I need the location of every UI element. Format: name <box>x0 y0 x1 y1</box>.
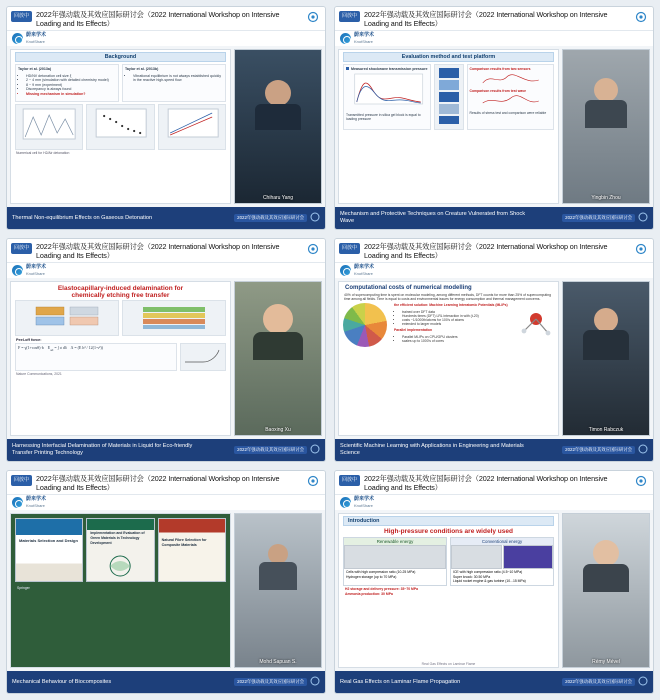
knotshare-logo-icon <box>12 33 23 44</box>
speaker-video-5[interactable] <box>234 513 322 668</box>
figure-caption-left: Numerical cell for H2/Air detonation <box>16 150 70 155</box>
speaker-video-3[interactable] <box>234 281 322 436</box>
footer-brand-icon-1 <box>310 209 320 227</box>
slide-lead-4: 40% of supercomputing time is spent on molecular modeling, among different methods, DFT counts for more than 25% of supercomputing time among all fields. Time is equal to costs and environmental issues for energy consumption and thermal management concerns. <box>344 293 552 302</box>
card-footer-1 <box>7 207 325 229</box>
card-footer-4 <box>335 439 653 461</box>
knotshare-logo-icon <box>340 497 351 508</box>
slide-2[interactable] <box>338 49 559 204</box>
brand-name: 蔚来学术 KnotShare <box>354 264 375 276</box>
test-platform-figure <box>434 64 464 130</box>
brand-name: 蔚来学术 KnotShare <box>354 496 375 508</box>
footer-brand-icon-3 <box>310 441 320 459</box>
peel-off-label: Peel-off force: <box>16 338 42 342</box>
slide-4[interactable]: Computational costs of numerical modelling 40% of supercomputing time is spent on molecular modeling, among different methods, DFT counts for more than 25% of supercomputing time among all fields. Time is equal to costs and environmental issues for energy consumption and thermal management concerns. the efficient solution: Machine Learning Interatomic Potentials (MLIPs) • trained over DFT data • Hundreds times (DFT) LRL interaction in with (t-20) • costs ~1/1000th/atoms for 100's of atoms • extended to larger models Parallel implementation • Parallel MLIPs on CPU/GPU clusters • scales up to 1000's of cores <box>338 281 559 436</box>
session-card-4[interactable] <box>334 238 654 462</box>
talk-title-5: Mechanical Behaviour of Biocomposites <box>12 678 112 685</box>
card-header-title: 2022年强动载及其效应国际研讨会（2022 International Workshop on Intensive Loading and Its Effects） <box>364 242 608 260</box>
card-header <box>7 239 325 263</box>
playback-badge: 回放中 <box>11 475 32 486</box>
molecule-figure <box>514 303 554 347</box>
speaker-video-1[interactable] <box>234 49 322 204</box>
playback-badge: 回放中 <box>11 11 32 22</box>
brand-row <box>335 263 653 278</box>
card-header <box>7 471 325 495</box>
card-body <box>335 278 653 439</box>
renewable-header: Renewable energy <box>344 538 446 545</box>
footer-brand-icon-2 <box>638 209 648 227</box>
card-body <box>335 510 653 671</box>
slide-title-2: Evaluation method and test platform <box>343 52 554 62</box>
card-body <box>7 278 325 439</box>
event-tag-6: 2022年强动载及其效应国际研讨会 <box>562 678 635 686</box>
knotshare-logo-icon <box>340 33 351 44</box>
book-cover-1: Materials Selection and Design <box>15 518 83 582</box>
parallel-heading: Parallel implementation <box>394 328 433 333</box>
slide-banner: Background <box>15 52 226 62</box>
talk-title-6: Real Gas Effects on Laminar Flame Propagation <box>340 678 461 685</box>
slide-3[interactable] <box>10 281 231 436</box>
brand-name: 蔚来学术 KnotShare <box>26 264 47 276</box>
card-header-title: 2022年强动载及其效应国际研讨会（2022 International Workshop on Intensive Loading and Its Effects） <box>36 10 280 28</box>
slide-col-right: Taylor et al. (2013b) • Vibrational equilibrium is not always established quickly in the reactive high-speed flow <box>122 64 226 102</box>
event-tag-4: 2022年强动载及其效应国际研讨会 <box>562 446 635 454</box>
speaker-video-6[interactable] <box>562 513 650 668</box>
slide-credit-3: Nature Communications, 2021 <box>16 372 62 376</box>
figure-scatter <box>86 104 154 150</box>
slide-1[interactable] <box>10 49 231 204</box>
slide-left-2: Measured shockwave transmission pressure Transmitted pressure in silica gel block is equal to loading pressure <box>343 64 431 130</box>
cost-pie-chart <box>343 303 391 347</box>
figure-peel <box>180 343 226 371</box>
talk-title-3: Harnessing Interfacial Delamination of Materials in Liquid for Eco-friendly Transfer Printing Technology <box>12 443 193 456</box>
schematic-left <box>15 300 119 336</box>
card-body <box>7 510 325 671</box>
slide-banner-6: Introduction <box>343 516 554 526</box>
session-card-2[interactable] <box>334 6 654 230</box>
slide-title-4: Computational costs of numerical modelling <box>345 285 472 291</box>
knotshare-logo-icon <box>12 265 23 276</box>
note-ammonia: Ammonia production: 30 MPa <box>345 591 393 596</box>
playback-badge: 回放中 <box>339 475 360 486</box>
brand-icon <box>633 10 649 22</box>
footer-brand-icon-5 <box>310 673 320 691</box>
event-tag-2: 2022年强动载及其效应国际研讨会 <box>562 214 635 222</box>
talk-title-1: Thermal Non-equilibrium Effects on Gaseous Detonation <box>12 214 153 221</box>
speaker-name-3: Baoxing Xu <box>265 427 291 433</box>
book-cover-2: Implementation and Evaluation of Green Materials in Technology Development <box>86 518 154 582</box>
renewable-image <box>344 545 446 569</box>
session-card-1[interactable] <box>6 6 326 230</box>
playback-badge: 回放中 <box>339 11 360 22</box>
footer-brand-icon-4 <box>638 441 648 459</box>
brand-row <box>7 495 325 510</box>
card-header <box>7 7 325 31</box>
speaker-video-4[interactable] <box>562 281 650 436</box>
slide-note-2: Transmitted pressure in silica gel block is equal to loading pressure <box>346 113 421 122</box>
card-body <box>335 46 653 207</box>
speaker-name-4: Timon Rabczuk <box>588 427 624 433</box>
playback-badge: 回放中 <box>11 243 32 254</box>
brand-row <box>7 263 325 278</box>
conventional-header: Conventional energy <box>451 538 553 545</box>
slide-title-6: High-pressure conditions are widely used <box>384 528 513 535</box>
playback-badge: 回放中 <box>339 243 360 254</box>
brand-icon <box>633 474 649 486</box>
figure-induction-time <box>158 104 226 150</box>
speaker-name-6: Rémy Mével <box>592 659 620 665</box>
event-tag-1: 2022年强动载及其效应国际研讨会 <box>234 214 307 222</box>
mlip-heading: the efficient solution: Machine Learning Interatomic Potentials (MLIPs) <box>394 303 508 308</box>
card-footer-3 <box>7 439 325 461</box>
card-header-title: 2022年强动载及其效应国际研讨会（2022 International Workshop on Intensive Loading and Its Effects） <box>364 474 608 492</box>
slide-title-3a: Elastocapillary-induced delamination for <box>57 285 184 292</box>
brand-icon <box>305 10 321 22</box>
brand-row <box>335 31 653 46</box>
brand-icon <box>633 242 649 254</box>
card-header-title: 2022年强动载及其效应国际研讨会（2022 International Workshop on Intensive Loading and Its Effects） <box>364 10 608 28</box>
speaker-video-2[interactable] <box>562 49 650 204</box>
talk-title-4: Scientific Machine Learning with Applications in Engineering and Materials Science <box>340 443 524 456</box>
figure-cell-size <box>15 104 83 150</box>
card-header <box>335 239 653 263</box>
speaker-name-1: Chiharu Yang <box>262 195 294 201</box>
card-footer-5 <box>7 671 325 693</box>
card-footer-2 <box>335 207 653 229</box>
brand-name: 蔚来学术 KnotShare <box>354 32 375 44</box>
slide-right-2: Comparison results from two sensors Comparison results from test wave Results of stress test and comparison were reliable <box>467 64 555 130</box>
card-header <box>335 7 653 31</box>
event-tag-3: 2022年强动载及其效应国际研讨会 <box>234 446 307 454</box>
footer-brand-icon-6 <box>638 673 648 691</box>
speaker-name-2: Yingbin Zhou <box>591 195 621 201</box>
session-card-5[interactable] <box>6 470 326 694</box>
equation-block: F = γ(1+cosθ)·b $E_{ad}$ = ∫ σ dδ Λ = (E h³ / 12(1-ν²)) <box>15 343 177 371</box>
brand-name: 蔚来学术 KnotShare <box>26 32 47 44</box>
card-header <box>335 471 653 495</box>
slide-6[interactable]: Introduction High-pressure conditions are widely used Renewable energy Cells with high compression ratio (10-25 MPa) Hydrogen storage (up to 70 MPa) Conventional energy ICE with high compression ratio (4.5~10 MPa) Super knock: 30.50 MPa Liquid rocket engine & gas turbine (10...15 MPa) H2 storage and delivery pressure: 35~70 MPa Ammonia production: 30 MPa Real Gas Effects on Laminar Flame <box>338 513 559 668</box>
card-header-title: 2022年强动载及其效应国际研讨会（2022 International Workshop on Intensive Loading and Its Effects） <box>36 242 280 260</box>
brand-row <box>7 31 325 46</box>
pressure-chart <box>346 72 428 112</box>
note-h2: H2 storage and delivery pressure: 35~70 MPa <box>345 586 419 591</box>
knotshare-logo-icon <box>340 265 351 276</box>
publisher-label: Springer <box>17 586 30 590</box>
card-body <box>7 46 325 207</box>
slide-footnote-6: Real Gas Effects on Laminar Flame <box>421 661 476 666</box>
brand-row <box>335 495 653 510</box>
brand-icon <box>305 474 321 486</box>
book-cover-3: Natural Fibre Selection for Composite Materials <box>158 518 226 582</box>
talk-title-2: Mechanism and Protective Techniques on Creature Vulnerated from Shock Wave <box>340 211 526 224</box>
brand-icon <box>305 242 321 254</box>
schematic-right <box>122 300 226 336</box>
slide-col-left: Taylor et al. (2013a) • HD/NV detonation cell size ξ • 2 ~ 4 mm (simulation with detailed chemistry model) • 8 ~ 9 mm (experiment) • Discrepancy is always found • Missing mechanism in simulation? <box>15 64 119 102</box>
session-card-3[interactable] <box>6 238 326 462</box>
event-tag-5: 2022年强动载及其效应国际研讨会 <box>234 678 307 686</box>
knotshare-logo-icon <box>12 497 23 508</box>
card-header-title: 2022年强动载及其效应国际研讨会（2022 International Workshop on Intensive Loading and Its Effects） <box>36 474 280 492</box>
speaker-name-5: Mohd Sapuan S. <box>259 659 297 665</box>
session-card-6[interactable] <box>334 470 654 694</box>
slide-5[interactable] <box>10 513 231 668</box>
slide-title-3b: chemically etching free transfer <box>71 292 170 299</box>
card-footer-6 <box>335 671 653 693</box>
brand-name: 蔚来学术 KnotShare <box>26 496 47 508</box>
